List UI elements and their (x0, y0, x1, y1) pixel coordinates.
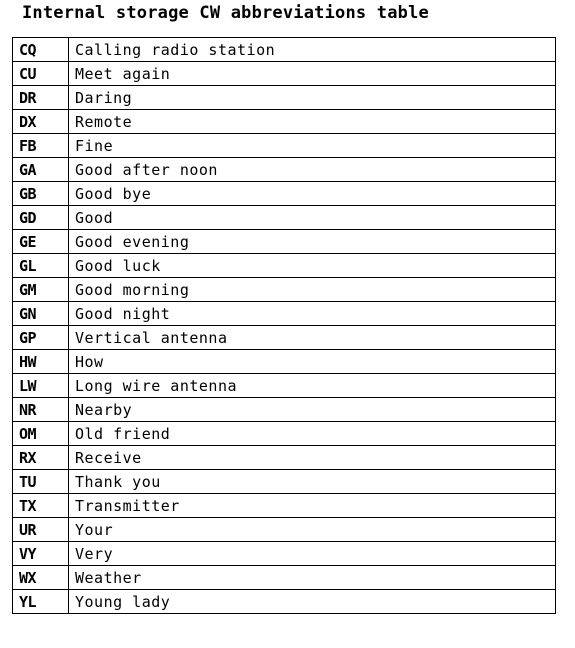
table-row (13, 494, 556, 518)
abbreviation-cell: RX (13, 446, 69, 470)
table-row (13, 470, 556, 494)
meaning-cell: Good night (69, 302, 556, 326)
abbreviation-cell: LW (13, 374, 69, 398)
abbreviation-cell: WX (13, 566, 69, 590)
abbreviation-cell: HW (13, 350, 69, 374)
meaning-cell: Good morning (69, 278, 556, 302)
abbreviation-cell: GE (13, 230, 69, 254)
abbreviations-table-body (13, 38, 556, 614)
table-row (13, 302, 556, 326)
abbreviation-cell: DR (13, 86, 69, 110)
abbreviation-cell: NR (13, 398, 69, 422)
meaning-cell: Old friend (69, 422, 556, 446)
table-row (13, 350, 556, 374)
meaning-cell: Very (69, 542, 556, 566)
meaning-cell: Meet again (69, 62, 556, 86)
table-row (13, 134, 556, 158)
abbreviation-cell: GN (13, 302, 69, 326)
table-row (13, 110, 556, 134)
table-row (13, 518, 556, 542)
abbreviation-cell: VY (13, 542, 69, 566)
table-row (13, 398, 556, 422)
meaning-cell: Fine (69, 134, 556, 158)
table-row (13, 326, 556, 350)
abbreviations-table (12, 37, 556, 614)
meaning-cell: Good luck (69, 254, 556, 278)
meaning-cell: Your (69, 518, 556, 542)
meaning-cell: Remote (69, 110, 556, 134)
meaning-cell: Calling radio station (69, 38, 556, 62)
table-row (13, 254, 556, 278)
table-row (13, 446, 556, 470)
abbreviation-cell: YL (13, 590, 69, 614)
table-row (13, 230, 556, 254)
table-row (13, 374, 556, 398)
abbreviation-cell: GD (13, 206, 69, 230)
table-row (13, 206, 556, 230)
meaning-cell: Receive (69, 446, 556, 470)
page-title: Internal storage CW abbreviations table (22, 3, 429, 23)
meaning-cell: How (69, 350, 556, 374)
table-row (13, 38, 556, 62)
abbreviation-cell: CQ (13, 38, 69, 62)
meaning-cell: Young lady (69, 590, 556, 614)
meaning-cell: Vertical antenna (69, 326, 556, 350)
abbreviation-cell: GL (13, 254, 69, 278)
abbreviation-cell: GP (13, 326, 69, 350)
abbreviation-cell: UR (13, 518, 69, 542)
meaning-cell: Good bye (69, 182, 556, 206)
meaning-cell: Good after noon (69, 158, 556, 182)
meaning-cell: Transmitter (69, 494, 556, 518)
table-row (13, 422, 556, 446)
meaning-cell: Good evening (69, 230, 556, 254)
meaning-cell: Nearby (69, 398, 556, 422)
abbreviation-cell: GB (13, 182, 69, 206)
meaning-cell: Good (69, 206, 556, 230)
table-row (13, 542, 556, 566)
abbreviation-cell: GA (13, 158, 69, 182)
table-row (13, 278, 556, 302)
meaning-cell: Long wire antenna (69, 374, 556, 398)
table-row (13, 86, 556, 110)
abbreviation-cell: OM (13, 422, 69, 446)
abbreviation-cell: CU (13, 62, 69, 86)
abbreviation-cell: FB (13, 134, 69, 158)
abbreviation-cell: DX (13, 110, 69, 134)
table-row (13, 590, 556, 614)
abbreviation-cell: TX (13, 494, 69, 518)
meaning-cell: Daring (69, 86, 556, 110)
table-row (13, 158, 556, 182)
table-row (13, 566, 556, 590)
meaning-cell: Thank you (69, 470, 556, 494)
table-row (13, 182, 556, 206)
abbreviation-cell: GM (13, 278, 69, 302)
meaning-cell: Weather (69, 566, 556, 590)
table-row (13, 62, 556, 86)
abbreviation-cell: TU (13, 470, 69, 494)
